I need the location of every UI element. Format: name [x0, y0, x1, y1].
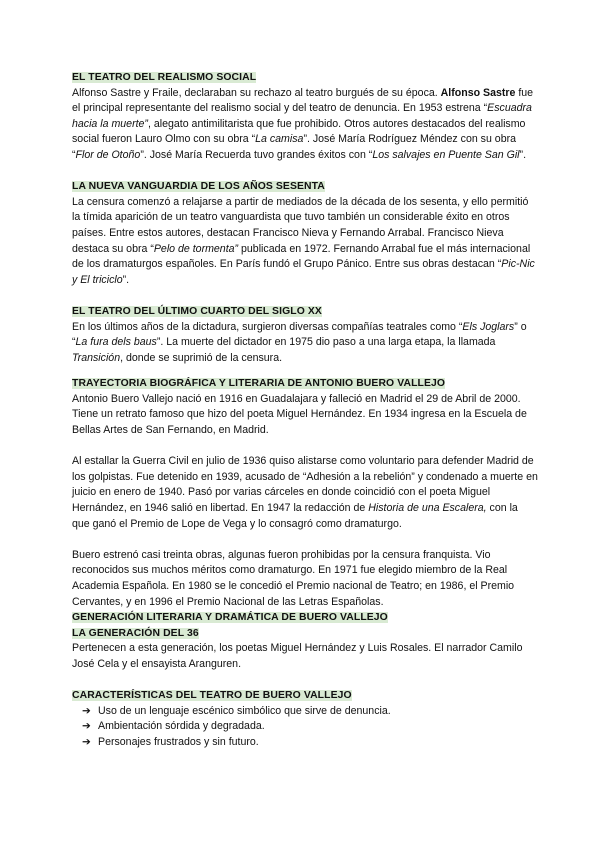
paragraph-trayectoria-1: Antonio Buero Vallejo nació en 1916 en Guadalajara y falleció en Madrid el 29 de Abril de 2000. Tiene un retrato famoso que hizo del poeta Miguel Hernández. En 1934 ingresa en la Escuela de Bellas Artes de San Fernando, en Madrid. — [72, 392, 527, 437]
paragraph-nueva-vanguardia: La censura comenzó a relajarse a partir de mediados de la década de los sesenta, y ello permitió la tímida aparición de un teatro vanguardista que tuvo también un considerable éxito en otros países. Entre estos autores, destacan Francisco Nieva y Fernando Arrabal. Francisco Nieva destaca su obra “Pelo de tormenta” publicada en 1972. Fernando Arrabal fue el más internacional de los dramaturgos españoles. En París fundó el Grupo Pánico. Entre sus obras destacan “Pic-Nic y El triciclo”. — [72, 195, 535, 286]
paragraph-trayectoria-3: Buero estrenó casi treinta obras, algunas fueron prohibidas por la censura franquista. Vio reconocidos sus muchos méritos como dramaturgo. En 1971 fue elegido miembro de la Real Academia Española. En 1980 se le concedió el Premio nacional de Teatro; en 1986, el Premio Cervantes, y en 1996 el Premio Nacional de las Letras Españolas. — [72, 548, 515, 608]
section-subheading-generacion-36: LA GENERACIÓN DEL 36 — [72, 627, 199, 639]
paragraph-trayectoria-2: Al estallar la Guerra Civil en julio de 1936 quiso alistarse como voluntario para defender Madrid de los golpistas. Fue detenido en 1939, acusado de “Adhesión a la rebelión” y condenado a muerte en juicio en enero de 1940. Pasó por varias cárceles en donde coincidió con el poeta Miguel Hernández, en 1946 salió en libertad. En 1947 la redacción de Historia de una Escalera, con la que ganó el Premio de Lope de Vega y lo consagró como dramaturgo. — [72, 455, 538, 530]
list-item: ➔ Uso de un lenguaje escénico simbólico que sirve de denuncia. — [82, 704, 538, 720]
list-item: ➔ Ambientación sórdida y degradada. — [82, 719, 538, 735]
caracteristicas-list — [72, 704, 538, 751]
document-body — [72, 70, 538, 751]
paragraph-generacion: Pertenecen a esta generación, los poetas Miguel Hernández y Luis Rosales. El narrador Camilo José Cela y el ensayista Aranguren. — [72, 642, 523, 670]
section-heading-nueva-vanguardia: LA NUEVA VANGUARDIA DE LOS AÑOS SESENTA — [72, 181, 325, 193]
arrow-bullet-icon: ➔ — [82, 735, 91, 748]
section-heading-generacion: GENERACIÓN LITERARIA Y DRAMÁTICA DE BUERO VALLEJO — [72, 612, 388, 624]
list-item: ➔ Personajes frustrados y sin futuro. — [82, 735, 538, 751]
section-heading-caracteristicas: CARACTERÍSTICAS DEL TEATRO DE BUERO VALLEJO — [72, 690, 352, 702]
section-heading-realismo-social: EL TEATRO DEL REALISMO SOCIAL — [72, 72, 257, 83]
section-heading-ultimo-cuarto: EL TEATRO DEL ÚLTIMO CUARTO DEL SIGLO XX — [72, 305, 322, 317]
arrow-bullet-icon: ➔ — [82, 704, 91, 717]
arrow-bullet-icon: ➔ — [82, 720, 91, 733]
paragraph-realismo-social: Alfonso Sastre y Fraile, declaraban su rechazo al teatro burgués de su época. Alfonso Sastre fue el principal representante del realismo social y del teatro de denuncia. En 1953 estrena “Escuadra hacia la muerte”, alegato antimilitarista que fue prohibido. Otros autores destacados del realismo social fueron Lauro Olmo con su obra “La camisa”. José María Rodríguez Méndez con su obra “Flor de Otoño”. José María Recuerda tuvo grandes éxitos con “Los salvajes en Puente San Gil”. — [72, 86, 534, 161]
paragraph-ultimo-cuarto: En los últimos años de la dictadura, surgieron diversas compañías teatrales como “Els Joglars” o “La fura dels baus”. La muerte del dictador en 1975 dio paso a una larga etapa, la llamada Transición, donde se suprimió de la censura. — [72, 320, 527, 364]
section-heading-trayectoria: TRAYECTORIA BIOGRÁFICA Y LITERARIA DE ANTONIO BUERO VALLEJO — [72, 378, 446, 390]
